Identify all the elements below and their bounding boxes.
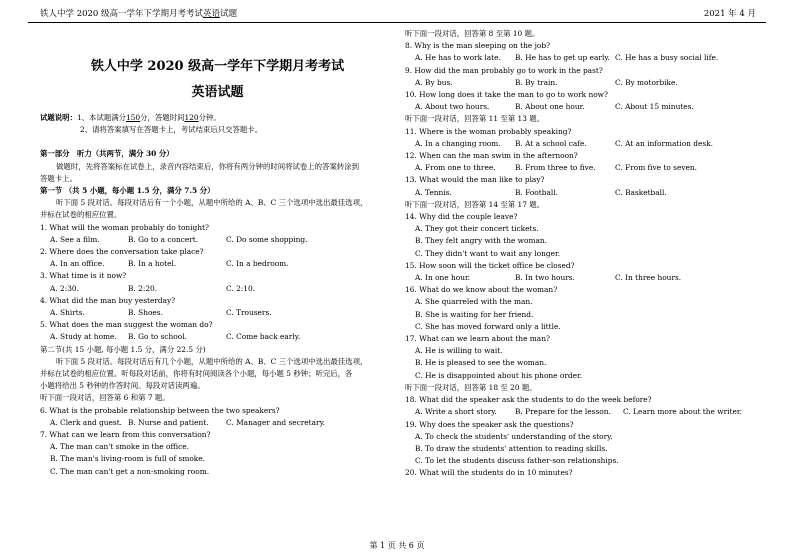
- question-2-options: [40, 258, 395, 270]
- option-b: B. Go to school.: [128, 332, 187, 342]
- right-column: [405, 28, 765, 480]
- option-c: C. She has moved forward only a little.: [415, 321, 561, 331]
- option-c: C. By motorbike.: [615, 77, 678, 87]
- option-c: C. To let the students discuss father-son relationships.: [415, 456, 619, 466]
- option-b: B. 2:20.: [128, 283, 158, 293]
- option-c: C. From five to seven.: [615, 163, 697, 173]
- question-14: 14. Why did the couple leave?: [405, 212, 518, 222]
- total-score: 150: [126, 113, 141, 122]
- question-16: 16. What do we know about the woman?: [405, 285, 558, 295]
- option-b: B. In a hotel.: [128, 259, 177, 269]
- option-c: C. 2:10.: [226, 283, 256, 293]
- option-c: C. In a bedroom.: [226, 259, 289, 269]
- option-b: B. By train.: [515, 77, 558, 87]
- section2-heading: 第二节(共 15 小题, 每小题 1.5 分，满分 22.5 分): [40, 344, 206, 354]
- option-a: A. Write a short story.: [415, 407, 497, 417]
- section1-intro-1: 听下面 5 段对话。每段对话后有一个小题，从题中所给的 A、B、C 三个选项中选出最佳选项，: [56, 198, 368, 208]
- question-12: 12. When can the man swim in the afternoon?: [405, 151, 578, 161]
- option-b: B. In two hours.: [515, 273, 575, 283]
- question-12-options: [405, 162, 765, 174]
- question-11: 11. Where is the woman probably speaking?: [405, 126, 572, 136]
- instructions-label: 试题说明：: [40, 113, 77, 122]
- dialog-8-10-note: 听下面一段对话，回答第 8 至第 10 题。: [405, 29, 540, 38]
- question-6: 6. What is the probable relationship between the two speakers?: [40, 405, 280, 415]
- question-17: 17. What can we learn about the man?: [405, 334, 550, 344]
- question-8-options: [405, 52, 765, 64]
- option-c: C. He has a busy social life.: [615, 53, 719, 63]
- instructions-line-1: 试题说明：1、本试题满分150分，答题时间120分钟。: [40, 113, 221, 122]
- question-9: 9. How did the man probably go to work in the past?: [405, 65, 603, 75]
- question-5-options: [40, 331, 395, 343]
- option-b: B. About one hour.: [515, 102, 585, 112]
- question-9-options: [405, 77, 765, 89]
- part1-intro-2: 答题卡上。: [40, 173, 77, 183]
- option-b: B. He is pleased to see the woman.: [415, 358, 547, 368]
- question-8: 8. Why is the man sleeping on the job?: [405, 41, 551, 51]
- header-subject: 英语: [203, 9, 221, 19]
- exam-time: 120: [184, 113, 199, 122]
- option-b: B. Go to a concert.: [128, 234, 199, 244]
- option-a: A. 2:30.: [50, 283, 79, 293]
- question-3: 3. What time is it now?: [40, 271, 127, 281]
- question-20: 20. What will the students do in 10 minutes?: [405, 468, 573, 478]
- option-c: C. The man can't get a non-smoking room.: [50, 466, 210, 476]
- option-c: C. Basketball.: [615, 187, 667, 197]
- section2-intro-3: 小题将给出 5 秒钟的作答时间。每段对话读两遍。: [40, 381, 205, 391]
- section2-intro-2: 并标在试卷的相应位置。听每段对话前，你将有时间阅读各个小题，每小题 5 秒钟；听完后，各: [40, 369, 353, 379]
- question-10: 10. How long does it take the man to go to work now?: [405, 90, 608, 100]
- option-a: A. To check the students' understanding of the story.: [415, 431, 613, 441]
- option-a: A. Clerk and guest.: [50, 417, 123, 427]
- question-6-options: [40, 417, 395, 429]
- page-number: 第 1 页 共 6 页: [369, 541, 425, 550]
- option-b: B. From three to five.: [515, 163, 596, 173]
- exam-subtitle: 英语试题: [191, 85, 244, 100]
- option-b: B. Prepare for the lesson.: [515, 407, 611, 417]
- header-divider: [28, 22, 766, 23]
- option-a: A. About two hours.: [415, 102, 490, 112]
- left-column: [40, 28, 395, 478]
- question-15: 15. How soon will the ticket office be closed?: [405, 260, 575, 270]
- option-c: C. Learn more about the writer.: [623, 407, 742, 417]
- question-19: 19. Why does the speaker ask the questions?: [405, 419, 574, 429]
- question-1-options: [40, 234, 395, 246]
- section1-intro-2: 并标在试卷的相应位置。: [40, 210, 122, 220]
- question-2: 2. Where does the conversation take place?: [40, 247, 204, 257]
- option-a: A. Shirts.: [50, 308, 85, 318]
- section2-intro-1: 听下面 5 段对话。每段对话后有几个小题，从题中所给的 A、B、C 三个选项中选出最佳选项，: [56, 356, 368, 366]
- question-13-options: [405, 187, 765, 199]
- section1-heading: 第一节 （共 5 小题，每小题 1.5 分，满分 7.5 分）: [40, 186, 215, 196]
- question-11-options: [405, 138, 765, 150]
- part1-heading: 第一部分 听力（共两节，满分 30 分）: [40, 149, 174, 159]
- option-b: B. He has to get up early.: [515, 53, 610, 63]
- exam-title: 铁人中学 2020 级高一学年下学期月考考试: [90, 59, 345, 74]
- option-a: A. In one hour.: [415, 273, 471, 283]
- option-c: C. About 15 minutes.: [615, 102, 694, 112]
- dialog-11-13-note: 听下面一段对话，回答第 11 至第 13 题。: [405, 114, 545, 124]
- option-a: A. He has to work late.: [415, 53, 501, 63]
- dialog-18-20-note: 听下面一段对话，回答第 18 至 20 题。: [405, 382, 537, 392]
- option-b: B. At a school cafe.: [515, 138, 587, 148]
- question-18-options: [405, 406, 765, 418]
- option-c: C. He is disappointed about his phone order.: [415, 370, 583, 380]
- option-b: B. Nurse and patient.: [128, 417, 209, 427]
- option-c: C. They didn't want to wait any longer.: [415, 248, 561, 258]
- question-18: 18. What did the speaker ask the students to do the week before?: [405, 395, 652, 405]
- question-5: 5. What does the man suggest the woman do?: [40, 320, 213, 330]
- header-exam-name: 铁人中学 2020 级高一学年下学期月考考试: [40, 9, 204, 19]
- option-a: A. The man can't smoke in the office.: [50, 442, 189, 452]
- dialog-14-17-note: 听下面一段对话，回答第 14 至第 17 题。: [405, 199, 545, 209]
- option-b: B. To draw the students' attention to reading skills.: [415, 443, 608, 453]
- option-a: A. She quarreled with the man.: [415, 297, 533, 307]
- question-4-options: [40, 307, 395, 319]
- question-4: 4. What did the man buy yesterday?: [40, 295, 176, 305]
- option-b: B. The man's living-room is full of smoke.: [50, 454, 205, 464]
- page-header-left: [40, 7, 237, 19]
- question-13: 13. What would the man like to play?: [405, 175, 545, 185]
- dialog-6-7-note: 听下面一段对话，回答第 6 和第 7 题。: [40, 393, 170, 403]
- question-15-options: [405, 272, 765, 284]
- option-c: C. Come back early.: [226, 332, 301, 342]
- option-b: B. Shoes.: [128, 308, 163, 318]
- question-7: 7. What can we learn from this conversation?: [40, 430, 211, 440]
- option-a: A. In a changing room.: [415, 138, 501, 148]
- instructions-line-2: 2、请将答案填写在答题卡上，考试结束后只交答题卡。: [80, 125, 263, 135]
- option-b: B. Football.: [515, 187, 558, 197]
- option-c: C. At an information desk.: [615, 138, 714, 148]
- option-c: C. Trousers.: [226, 308, 272, 318]
- header-date: 2021 年 4 月: [703, 9, 756, 19]
- option-c: C. In three hours.: [615, 273, 682, 283]
- option-a: A. From one to three.: [415, 163, 496, 173]
- option-b: B. They felt angry with the woman.: [415, 236, 547, 246]
- option-a: A. See a film.: [50, 234, 100, 244]
- question-10-options: [405, 101, 765, 113]
- option-a: A. Study at home.: [50, 332, 117, 342]
- question-3-options: [40, 283, 395, 295]
- question-1: 1. What will the woman probably do tonight?: [40, 222, 209, 232]
- option-a: A. By bus.: [415, 77, 453, 87]
- header-suffix: 试题: [220, 9, 238, 19]
- option-a: A. They got their concert tickets.: [415, 224, 539, 234]
- option-c: C. Manager and secretary.: [226, 417, 326, 427]
- option-a: A. Tennis.: [415, 187, 452, 197]
- option-a: A. In an office.: [50, 259, 105, 269]
- option-b: B. She is waiting for her friend.: [415, 309, 534, 319]
- option-c: C. Do some shopping.: [226, 234, 308, 244]
- question-list-1-5: [40, 222, 395, 344]
- option-a: A. He is willing to wait.: [415, 346, 503, 356]
- part1-intro-1: 做题时，先将答案标在试卷上，录音内容结束后，你将有两分钟的时间将试卷上的答案转涂到: [56, 161, 360, 171]
